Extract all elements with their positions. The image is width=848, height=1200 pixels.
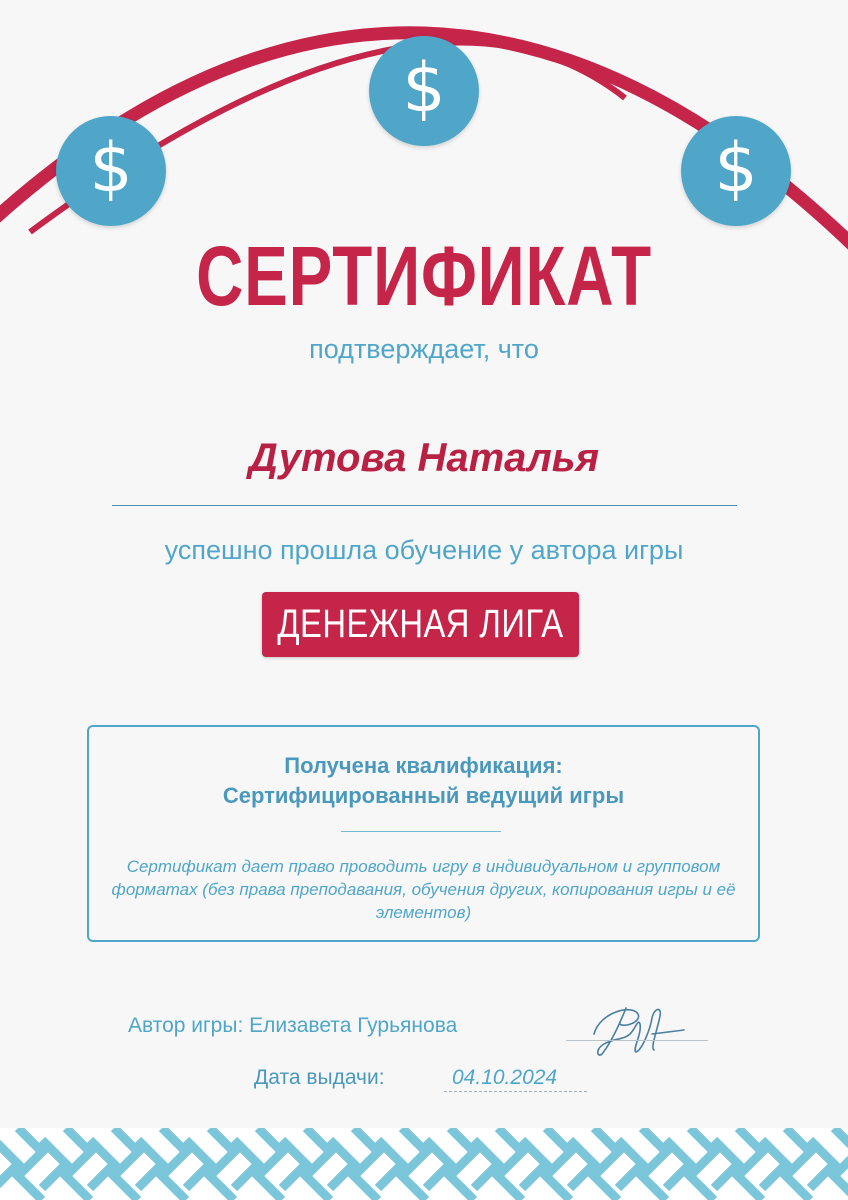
- dollar-coin-icon: [56, 116, 166, 226]
- dollar-sign: $: [714, 129, 758, 208]
- qualification-box: [87, 725, 760, 942]
- signature-line: [566, 1040, 708, 1041]
- qualification-note: Сертификат дает право проводить игру в индивидуальном и групповом форматах (без права преподавания, обучения других, копирования игры и её элементов): [111, 857, 736, 922]
- qualification-label: Получена квалификация:: [284, 753, 563, 778]
- completed-text: успешно прошла обучение у автора игры: [164, 535, 684, 565]
- recipient-name: Дутова Наталья: [248, 436, 600, 480]
- qualification-title: [89, 751, 758, 811]
- signature-icon: [580, 994, 690, 1064]
- date-underline: [444, 1091, 587, 1092]
- author-line: Автор игры: Елизавета Гурьянова: [128, 1014, 458, 1037]
- game-name-badge: [262, 592, 579, 657]
- dollar-coin-icon: [369, 36, 479, 146]
- certificate-title: СЕРТИФИКАТ: [196, 229, 652, 323]
- confirms-text: подтверждает, что: [309, 334, 539, 364]
- qualification-value: Сертифицированный ведущий игры: [222, 783, 625, 808]
- game-name: ДЕНЕЖНАЯ ЛИГА: [277, 602, 564, 646]
- dollar-sign: $: [402, 49, 446, 128]
- issue-date-label: Дата выдачи:: [254, 1066, 385, 1089]
- name-underline: [112, 505, 737, 506]
- qualification-divider: [341, 831, 501, 832]
- dollar-coin-icon: [681, 116, 791, 226]
- dollar-sign: $: [89, 129, 133, 208]
- issue-date-value: 04.10.2024: [452, 1066, 558, 1089]
- decorative-pattern: [0, 1128, 848, 1200]
